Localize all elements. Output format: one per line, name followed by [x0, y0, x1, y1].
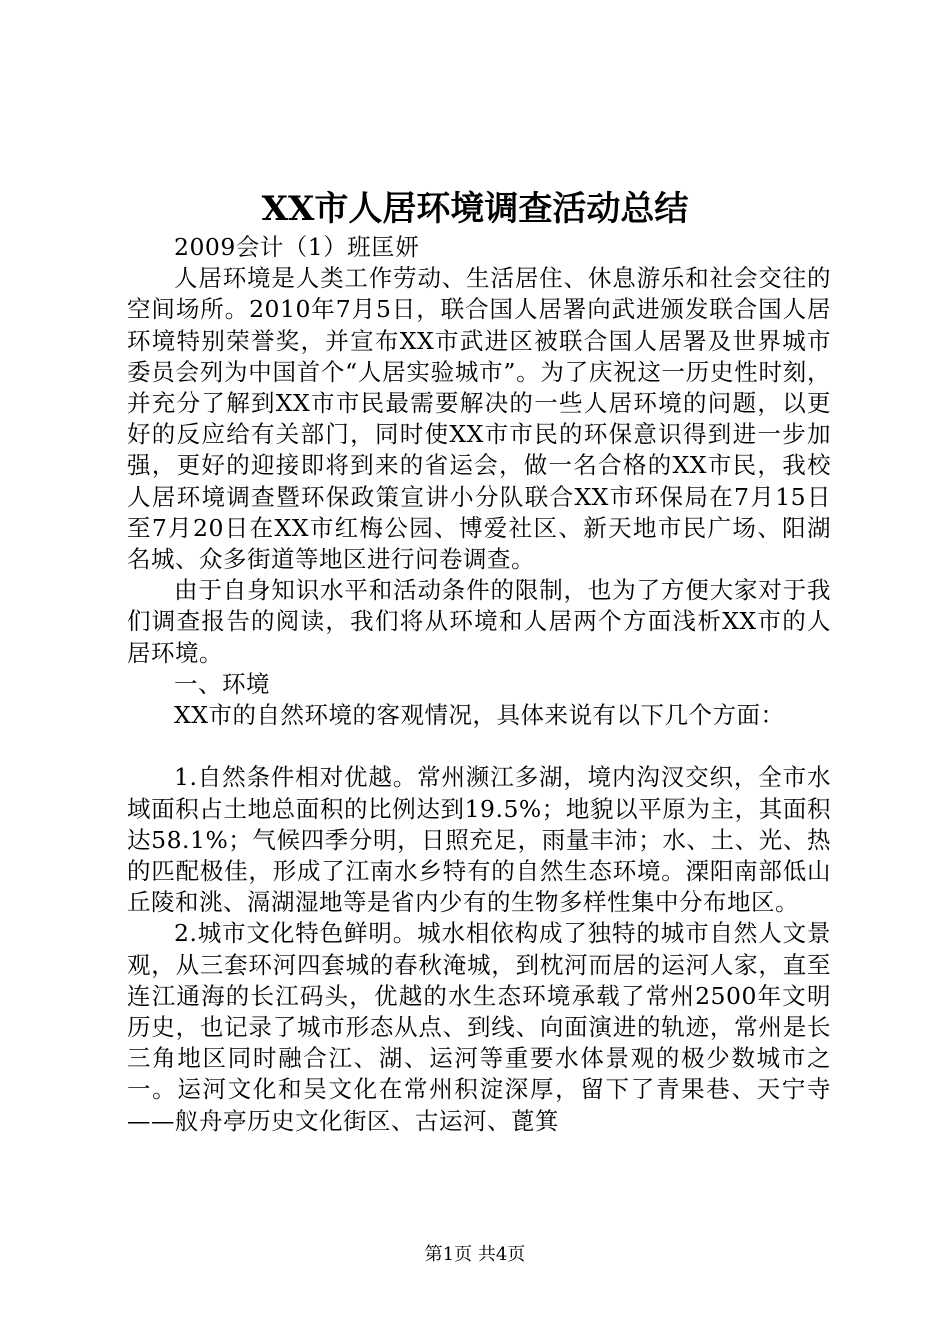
- blank-line: [127, 731, 831, 762]
- document-title: XX市人居环境调查活动总结: [261, 189, 689, 229]
- paragraph-scope: 由于自身知识水平和活动条件的限制，也为了方便大家对于我们调查报告的阅读，我们将从环境和人居两个方面浅析XX市的人居环境。: [127, 576, 831, 667]
- paragraph-urban-culture: 2.城市文化特色鲜明。城水相依构成了独特的城市自然人文景观，从三套环河四套城的春秋淹城，到枕河而居的运河人家，直至连江通海的长江码头，优越的水生态环境承载了常州2500年文明历史，也记录了城市形态从点、到线、向面演进的轨迹，常州是长三角地区同时融合江、湖、运河等重要水体景观的极少数城市之一。运河文化和吴文化在常州积淀深厚，留下了青果巷、天宁寺——舣舟亭历史文化街区、古运河、蓖箕: [127, 919, 831, 1135]
- paragraph-intro: 人居环境是人类工作劳动、生活居住、休息游乐和社会交往的空间场所。2010年7月5日，联合国人居署向武进颁发联合国人居环境特别荣誉奖，并宣布XX市武进区被联合国人居署及世界城市委员会列为中国首个“人居实验城市”。为了庆祝这一历史性时刻，并充分了解到XX市市民最需要解决的一些人居环境的问题，以更好的反应给有关部门，同时使XX市市民的环保意识得到进一步加强，更好的迎接即将到来的省运会，做一名合格的XX市民，我校人居环境调查暨环保政策宣讲小分队联合XX市环保局在7月15日至7月20日在XX市红梅公园、博爱社区、新天地市民广场、阳湖名城、众多街道等地区进行问卷调查。: [127, 264, 831, 574]
- page-footer: 第1页 共4页: [424, 1244, 526, 1265]
- paragraph-environment-lead: XX市的自然环境的客观情况，具体来说有以下几个方面：: [174, 701, 785, 730]
- section-heading-environment: 一、环境: [174, 669, 270, 698]
- paragraph-natural-conditions: 1.自然条件相对优越。常州濒江多湖，境内沟汊交织，全市水域面积占土地总面积的比例达到19.5%；地貌以平原为主，其面积达58.1%；气候四季分明，日照充足，雨量丰沛；水、土、光、热的匹配极佳，形成了江南水乡特有的自然生态环境。溧阳南部低山丘陵和洮、滆湖湿地等是省内少有的生物多样性集中分布地区。: [127, 763, 831, 917]
- author-line: 2009会计（1）班匡妍: [174, 233, 420, 261]
- document-body: [127, 232, 831, 1137]
